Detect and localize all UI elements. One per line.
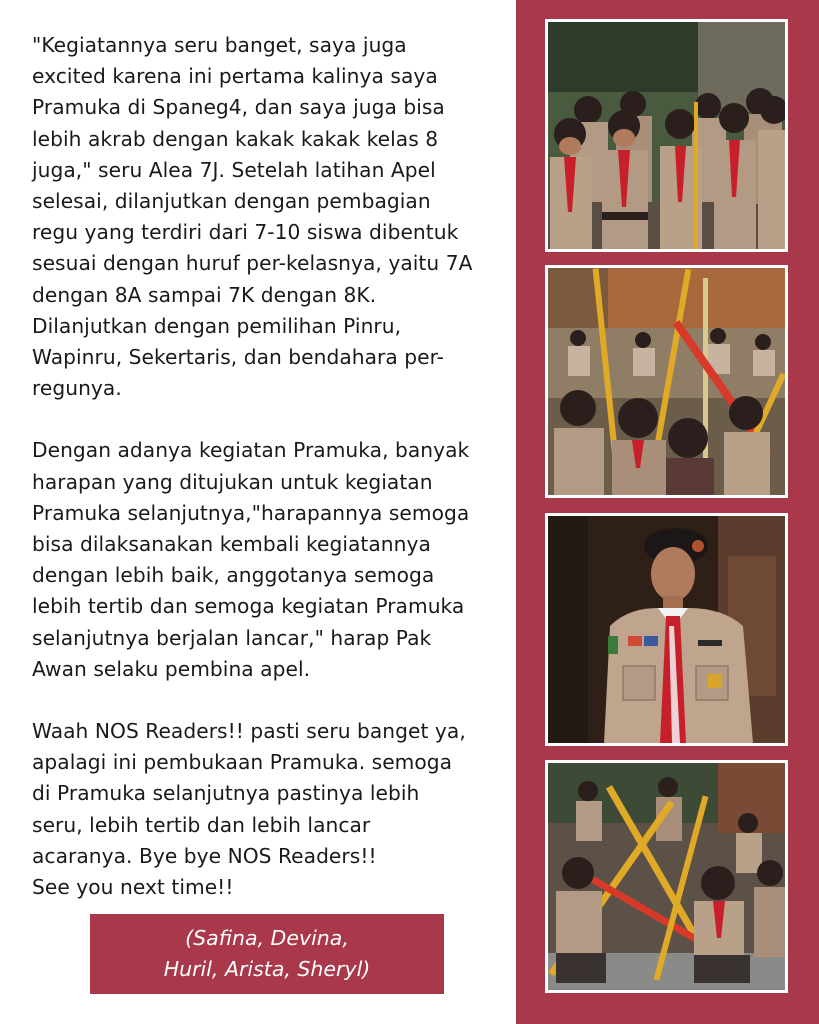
article-body [32, 30, 510, 934]
author-credit-box [90, 914, 444, 994]
photo-scout-portrait [545, 513, 788, 746]
article-paragraph: Waah NOS Readers!! pasti seru banget ya, apalagi ini pembukaan Pramuka. semoga di Pramuka selanjutnya pastinya lebih seru, lebih tertib dan lebih lancar acaranya. Bye bye NOS Readers!! See you next time!! [32, 719, 466, 900]
article-paragraph: "Kegiatannya seru banget, saya juga excited karena ini pertama kalinya saya Pramuka di Spaneg4, dan saya juga bisa lebih akrab dengan kakak kakak kelas 8 juga," seru Alea 7J. Setelah latihan Apel selesai, dilanjutkan dengan pembagian regu yang terdiri dari 7-10 siswa dibentuk sesuai dengan huruf per-kelasnya, yaitu 7A dengan 8A sampai 7K dengan 8K. Dilanjutkan dengan pemilihan Pinru, Wapinru, Sekertaris, dan bendahara per- regunya. [32, 33, 473, 401]
article-paragraph: Dengan adanya kegiatan Pramuka, banyak harapan yang ditujukan untuk kegiatan Pramuka selanjutnya,"harapannya semoga bisa dilaksanakan kembali kegiatannya dengan lebih baik, anggotanya semoga lebih tertib dan semoga kegiatan Pramuka selanjutnya berjalan lancar," harap Pak Awan selaku pembina apel. [32, 438, 470, 681]
photo-scouts-activity [545, 760, 788, 993]
author-credit: (Safina, Devina, Huril, Arista, Sheryl) [163, 926, 371, 981]
photo-scouts-tongkat [545, 265, 788, 498]
photo-scouts-formation [545, 19, 788, 252]
